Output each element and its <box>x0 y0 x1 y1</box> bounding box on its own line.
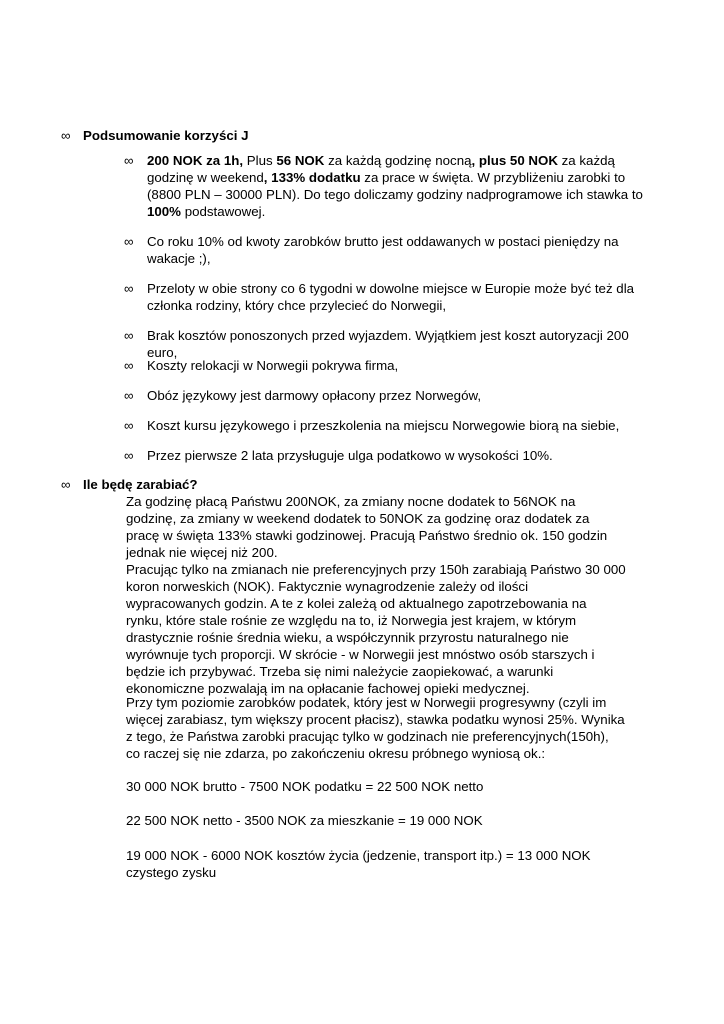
bullet-icon: ∞ <box>61 477 71 492</box>
text-segment: podstawowej. <box>181 204 266 219</box>
list-item-text: Koszt kursu językowego i przeszkolenia na miejscu Norwegowie biorą na siebie, <box>147 418 620 433</box>
bold-text-segment: , plus 50 NOK <box>471 153 558 168</box>
section-title: Podsumowanie korzyści J <box>83 128 249 143</box>
list-item-text: Brak kosztów ponoszonych przed wyjazdem. Wyjątkiem jest koszt autoryzacji 200 euro, <box>147 328 629 360</box>
bold-text-segment: 200 NOK za 1h, <box>147 153 244 168</box>
bullet-icon: ∞ <box>124 358 134 373</box>
bold-text-segment: 100% <box>147 204 182 219</box>
bullet-icon: ∞ <box>124 418 134 433</box>
bullet-icon: ∞ <box>124 388 134 403</box>
list-item-text: Przez pierwsze 2 lata przysługuje ulga podatkowo w wysokości 10%. <box>147 448 553 463</box>
text-segment: za każdą godzinę nocną <box>324 153 472 168</box>
list-item-text: Obóz językowy jest darmowy opłacony przez Norwegów, <box>147 388 482 403</box>
section-heading-earnings <box>61 476 198 493</box>
text-segment: Plus <box>243 153 277 168</box>
text-segment: za każdą godzinę w weekend <box>147 153 615 185</box>
benefit-rates-text <box>147 152 647 220</box>
bullet-icon: ∞ <box>124 153 134 168</box>
list-item-text: Koszty relokacji w Norwegii pokrywa firma, <box>147 358 399 373</box>
section-title: Ile będę zarabiać? <box>83 477 198 492</box>
paragraph: Za godzinę płacą Państwu 200NOK, za zmiany nocne dodatek to 56NOK na godzinę, za zmiany w weekend dodatek to 50NOK za godzinę oraz dodatek za pracę w święta 133% stawki godzinowej. Pracują Państwo średnio ok. 150 godzin jednak nie więcej niż 200. <box>126 494 608 560</box>
list-item-text: Przeloty w obie strony co 6 tygodni w dowolne miejsce w Europie może być też dla członka rodziny, który chce przylecieć do Norwegii, <box>147 281 635 313</box>
list-item-text: Co roku 10% od kwoty zarobków brutto jest oddawanych w postaci pieniędzy na wakacje ;), <box>147 234 619 266</box>
calculation-line: 19 000 NOK - 6000 NOK kosztów życia (jedzenie, transport itp.) = 13 000 NOK czystego zysku <box>126 848 591 880</box>
calculation-line: 30 000 NOK brutto - 7500 NOK podatku = 22 500 NOK netto <box>126 779 484 794</box>
calculation-line: 22 500 NOK netto - 3500 NOK za mieszkanie = 19 000 NOK <box>126 813 483 828</box>
bold-text-segment: 56 NOK <box>276 153 325 168</box>
section-heading-benefits <box>61 127 249 144</box>
bullet-icon: ∞ <box>124 328 134 343</box>
bold-text-segment: , 133% dodatku <box>263 170 361 185</box>
text-segment: za prace w święta. W przybliżeniu zarobki to (8800 PLN – 30000 PLN). Do tego doliczamy godziny nadprogramowe ich stawka to <box>147 170 643 202</box>
paragraph: Pracując tylko na zmianach nie preferencyjnych przy 150h zarabiają Państwo 30 000 koron norweskich (NOK). Faktycznie wynagrodzenie zależy od ilości wypracowanych godzin. A te z kolei zależą od aktualnego zapotrzebowania na rynku, które stale rośnie ze względu na to, iż Norwegia jest krajem, w którym drastycznie rośnie średnia wieku, a współczynnik przyrostu naturalnego nie wyrównuje tych proporcji. W skrócie - w Norwegii jest mnóstwo osób starszych i będzie ich przybywać. Trzeba się nimi należycie zaopiekować, a warunki ekonomiczne pozwalają im na opłacanie fachowej opieki medycznej. <box>126 562 626 696</box>
bullet-icon: ∞ <box>124 281 134 296</box>
bullet-icon: ∞ <box>124 234 134 249</box>
bullet-icon: ∞ <box>61 128 71 143</box>
paragraph: Przy tym poziomie zarobków podatek, który jest w Norwegii progresywny (czyli im więcej zarabiasz, tym większy procent płacisz), stawka podatku wynosi 25%. Wynika z tego, że Państwa zarobki pracując tylko w godzinach nie preferencyjnych(150h), co raczej się nie zdarza, po zakończeniu okresu próbnego wyniosą ok.: <box>126 695 625 761</box>
bullet-icon: ∞ <box>124 448 134 463</box>
